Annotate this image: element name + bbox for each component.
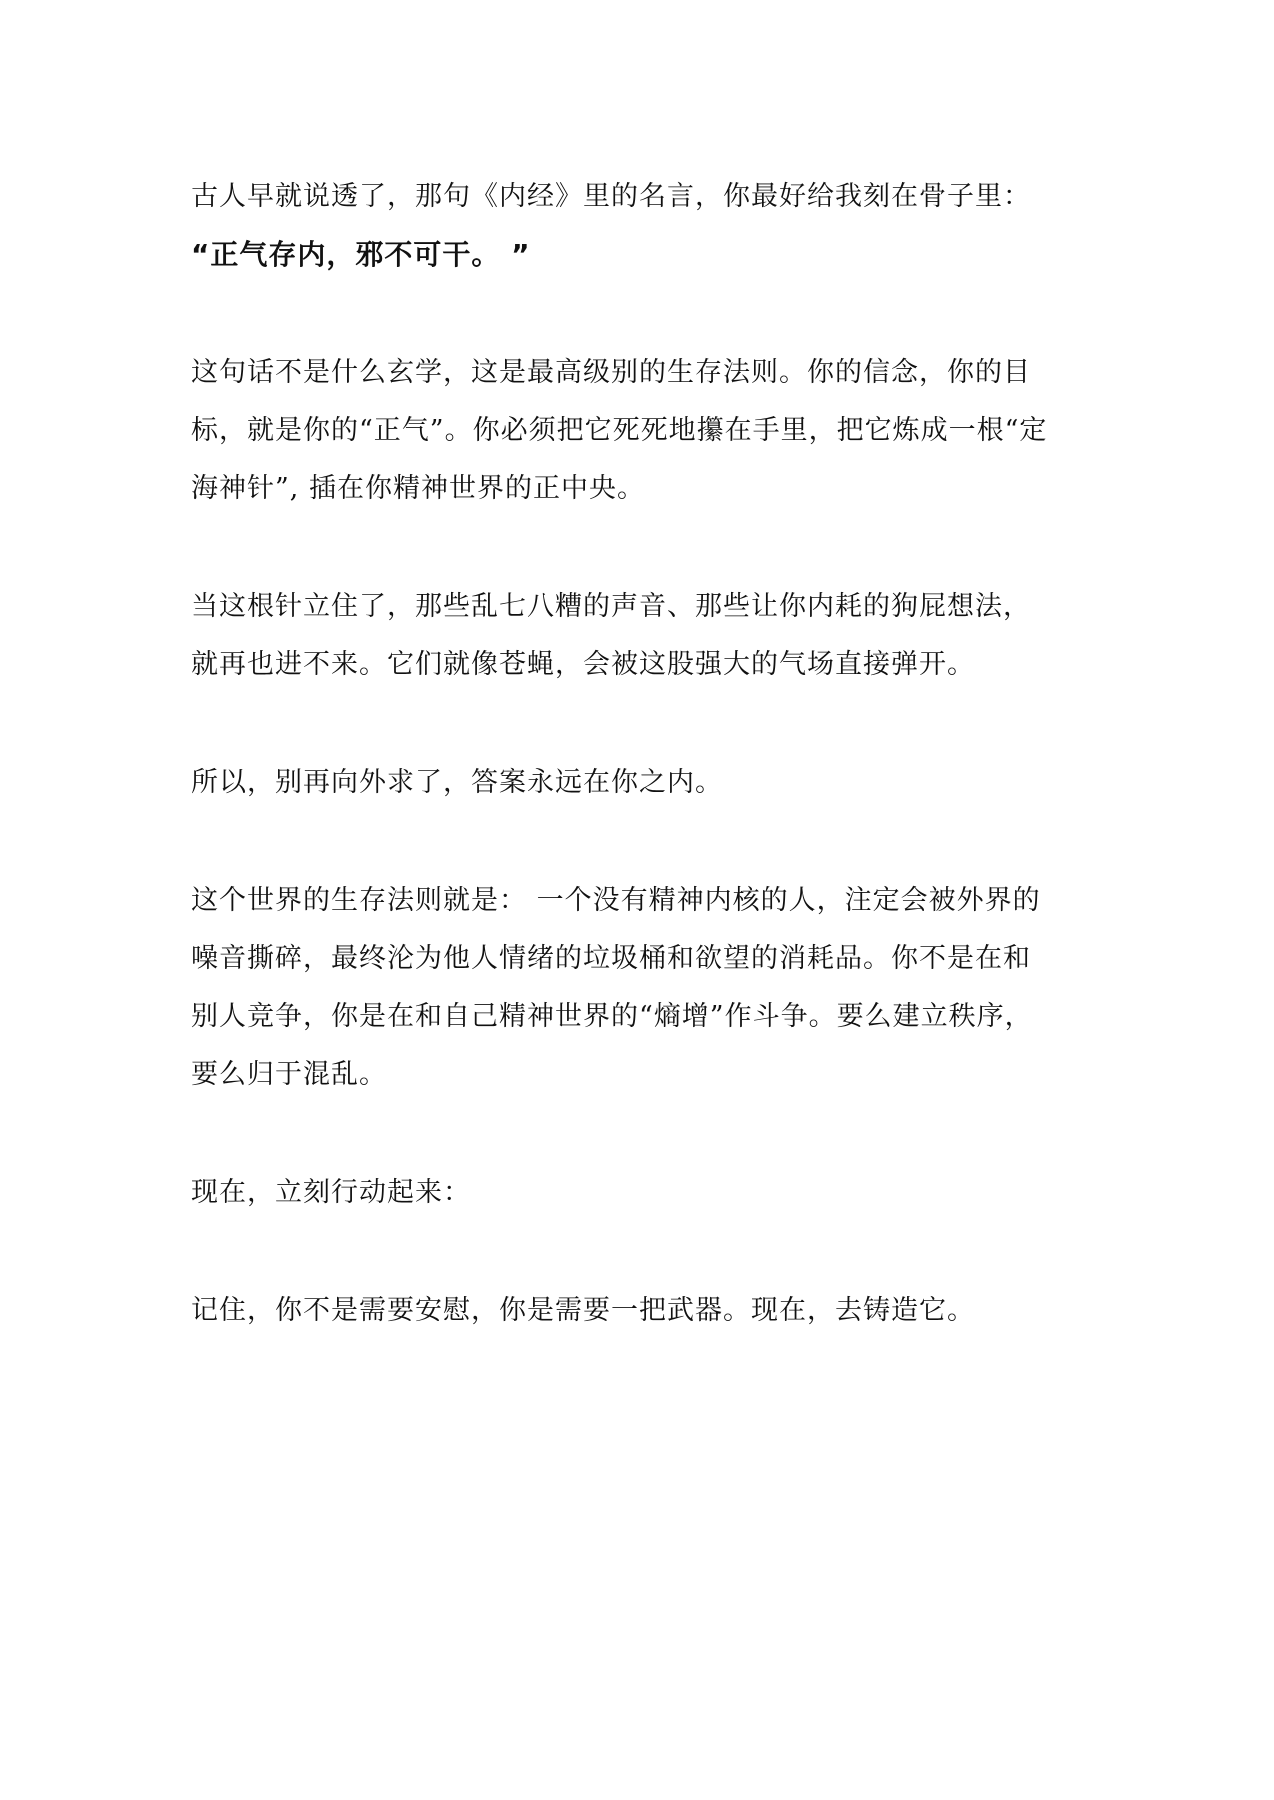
document-body <box>191 168 1091 1400</box>
text-line: 所以，别再向外求了，答案永远在你之内。 <box>191 767 723 798</box>
text-line: 就再也进不来。它们就像苍蝇，会被这股强大的气场直接弹开。 <box>191 649 975 680</box>
text-line: 海神针”, 插在你精神世界的正中央。 <box>191 473 645 504</box>
bold-quote: “正气存内，邪不可干。 ” <box>191 238 531 271</box>
text-line: 当这根针立住了，那些乱七八糟的声音、那些让你内耗的狗屁想法， <box>191 591 1031 622</box>
paragraph-survival-law <box>191 872 1091 1104</box>
text-line: 古人早就说透了，那句《内经》里的名言，你最好给我刻在骨子里： <box>191 181 1031 212</box>
paragraph-weapon <box>191 1282 1091 1340</box>
text-line: 噪音撕碎，最终沦为他人情绪的垃圾桶和欲望的消耗品。你不是在和 <box>191 943 1031 974</box>
text-line: 别人竞争，你是在和自己精神世界的“熵增”作斗争。要么建立秩序， <box>191 1001 1033 1032</box>
text-line: 这个世界的生存法则就是： 一个没有精神内核的人，注定会被外界的 <box>191 885 1041 916</box>
paragraph-act-now <box>191 1164 1091 1222</box>
paragraph-zhengqi <box>191 344 1091 518</box>
paragraph-answer-within <box>191 754 1091 812</box>
text-line: 标，就是你的“正气”。你必须把它死死地攥在手里，把它炼成一根“定 <box>191 415 1048 446</box>
text-line: 现在，立刻行动起来： <box>191 1177 471 1208</box>
paragraph-needle <box>191 578 1091 694</box>
paragraph-neijing-quote <box>191 168 1091 284</box>
text-line: 这句话不是什么玄学，这是最高级别的生存法则。你的信念，你的目 <box>191 357 1031 388</box>
text-line: 记住，你不是需要安慰，你是需要一把武器。现在，去铸造它。 <box>191 1295 975 1326</box>
text-line: 要么归于混乱。 <box>191 1059 387 1090</box>
